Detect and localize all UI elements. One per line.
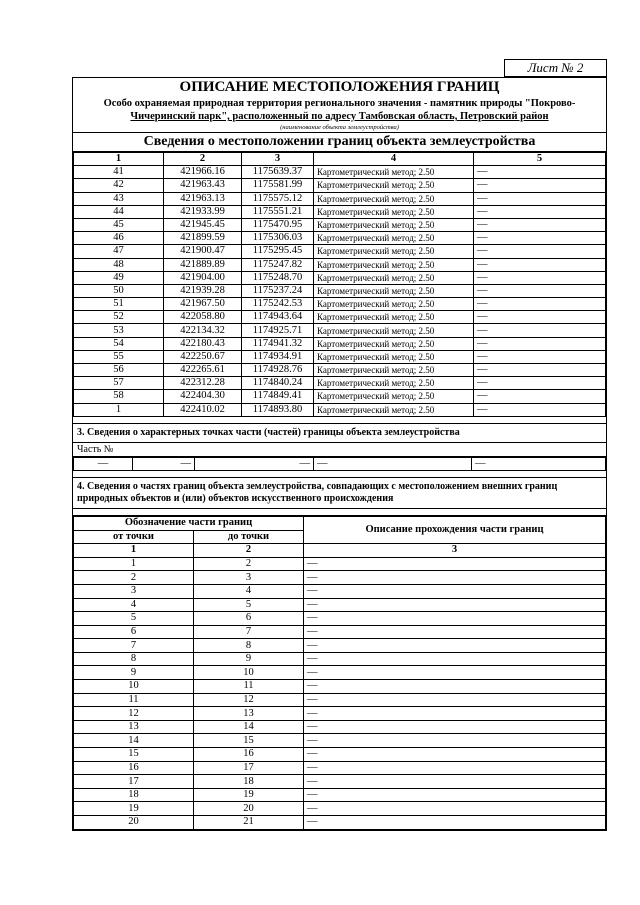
coord-y: 1175242.53 <box>242 298 314 311</box>
part-description: — <box>304 775 606 789</box>
part-cell-4: — <box>314 457 472 470</box>
method: Картометрический метод; 2.50 <box>314 205 474 218</box>
point-number: 49 <box>74 271 164 284</box>
part-description: — <box>304 666 606 680</box>
from-point: 5 <box>74 612 194 626</box>
coord-x: 421904.00 <box>164 271 242 284</box>
boundary-header-row-1 <box>74 516 606 530</box>
from-point: 9 <box>74 666 194 680</box>
boundary-part-row <box>74 707 606 721</box>
from-point: 18 <box>74 788 194 802</box>
part-cell-3: — <box>195 457 314 470</box>
to-point: 18 <box>194 775 304 789</box>
description: — <box>474 179 606 192</box>
coord-y: 1174893.80 <box>242 403 314 416</box>
coord-x: 422404.30 <box>164 390 242 403</box>
to-point: 2 <box>194 557 304 571</box>
desc-header: Описание прохождения части границ <box>304 516 606 543</box>
coord-y: 1175237.24 <box>242 284 314 297</box>
coordinate-row <box>74 245 606 258</box>
group-header: Обозначение части границ <box>74 516 304 530</box>
boundary-part-row <box>74 584 606 598</box>
coordinate-row <box>74 311 606 324</box>
description: — <box>474 205 606 218</box>
description: — <box>474 324 606 337</box>
coord-x: 421966.16 <box>164 166 242 179</box>
coord-y: 1175247.82 <box>242 258 314 271</box>
boundary-part-row <box>74 612 606 626</box>
point-number: 42 <box>74 179 164 192</box>
col-number-2: 2 <box>194 544 304 558</box>
to-point: 15 <box>194 734 304 748</box>
part-cell-1: — <box>74 457 133 470</box>
point-number: 44 <box>74 205 164 218</box>
coord-x: 421963.13 <box>164 192 242 205</box>
method: Картометрический метод; 2.50 <box>314 258 474 271</box>
part-cell-5: — <box>472 457 606 470</box>
to-point: 5 <box>194 598 304 612</box>
boundary-part-row <box>74 720 606 734</box>
part-description: — <box>304 788 606 802</box>
object-name <box>73 97 606 123</box>
description: — <box>474 232 606 245</box>
method: Картометрический метод; 2.50 <box>314 192 474 205</box>
to-point: 4 <box>194 584 304 598</box>
boundary-part-row <box>74 625 606 639</box>
boundary-parts-table <box>73 516 606 830</box>
coord-y: 1175551.21 <box>242 205 314 218</box>
coord-y: 1175575.12 <box>242 192 314 205</box>
section4-title: 4. Сведения о частях границ объекта землеустройства, совпадающих с местоположением внешних границ природных объектов и (или) объектов искусственного происхождения <box>73 478 606 509</box>
coord-x: 421945.45 <box>164 218 242 231</box>
coordinate-row <box>74 271 606 284</box>
part-description: — <box>304 707 606 721</box>
part-description: — <box>304 612 606 626</box>
to-point: 21 <box>194 816 304 830</box>
part-description: — <box>304 761 606 775</box>
coord-x: 421899.59 <box>164 232 242 245</box>
part-description: — <box>304 571 606 585</box>
point-number: 54 <box>74 337 164 350</box>
coord-x: 421900.47 <box>164 245 242 258</box>
description: — <box>474 166 606 179</box>
document-header <box>73 78 606 133</box>
from-point: 16 <box>74 761 194 775</box>
from-point: 19 <box>74 802 194 816</box>
boundary-part-row <box>74 748 606 762</box>
part-number-label: Часть № <box>73 443 606 457</box>
section3-title: 3. Сведения о характерных точках части (частей) границы объекта землеустройства <box>73 424 606 443</box>
coordinate-row <box>74 364 606 377</box>
boundary-part-row <box>74 639 606 653</box>
part-description: — <box>304 748 606 762</box>
boundary-number-row <box>74 544 606 558</box>
to-point: 3 <box>194 571 304 585</box>
to-point: 20 <box>194 802 304 816</box>
part-description: — <box>304 584 606 598</box>
to-point: 19 <box>194 788 304 802</box>
point-number: 50 <box>74 284 164 297</box>
coordinate-row <box>74 284 606 297</box>
method: Картометрический метод; 2.50 <box>314 232 474 245</box>
point-number: 46 <box>74 232 164 245</box>
from-point: 13 <box>74 720 194 734</box>
method: Картометрический метод; 2.50 <box>314 179 474 192</box>
boundary-part-row <box>74 802 606 816</box>
boundary-part-row <box>74 680 606 694</box>
col-header-3: 3 <box>242 153 314 166</box>
point-number: 58 <box>74 390 164 403</box>
coord-y: 1174943.64 <box>242 311 314 324</box>
coordinate-row <box>74 258 606 271</box>
coordinates-body <box>74 166 606 417</box>
from-point: 3 <box>74 584 194 598</box>
to-point: 6 <box>194 612 304 626</box>
col-header-2: 2 <box>164 153 242 166</box>
coordinate-row <box>74 232 606 245</box>
boundary-part-row <box>74 598 606 612</box>
boundary-part-row <box>74 816 606 830</box>
part-description: — <box>304 693 606 707</box>
object-name-line-2: Чичеринский парк", расположенный по адресу Тамбовская область, Петровский район <box>130 111 549 122</box>
from-header: от точки <box>74 530 194 544</box>
description: — <box>474 192 606 205</box>
coordinate-row <box>74 350 606 363</box>
method: Картометрический метод; 2.50 <box>314 377 474 390</box>
from-point: 10 <box>74 680 194 694</box>
coord-y: 1175639.37 <box>242 166 314 179</box>
description: — <box>474 284 606 297</box>
method: Картометрический метод; 2.50 <box>314 284 474 297</box>
col-number-1: 1 <box>74 544 194 558</box>
to-point: 9 <box>194 652 304 666</box>
document-frame <box>72 77 607 831</box>
section-spacer <box>73 509 606 516</box>
from-point: 2 <box>74 571 194 585</box>
description: — <box>474 271 606 284</box>
boundary-part-row <box>74 693 606 707</box>
coordinate-row <box>74 166 606 179</box>
method: Картометрический метод; 2.50 <box>314 403 474 416</box>
to-point: 17 <box>194 761 304 775</box>
to-point: 12 <box>194 693 304 707</box>
method: Картометрический метод; 2.50 <box>314 218 474 231</box>
description: — <box>474 298 606 311</box>
description: — <box>474 350 606 363</box>
coordinate-row <box>74 192 606 205</box>
point-number: 43 <box>74 192 164 205</box>
boundary-part-row <box>74 775 606 789</box>
section2-title: Сведения о местоположении границ объекта землеустройства <box>73 133 606 152</box>
point-number: 56 <box>74 364 164 377</box>
section-spacer <box>73 417 606 424</box>
coordinates-table <box>73 152 606 417</box>
from-point: 12 <box>74 707 194 721</box>
from-point: 7 <box>74 639 194 653</box>
coordinate-row <box>74 298 606 311</box>
coord-x: 421939.28 <box>164 284 242 297</box>
col-number-3: 3 <box>304 544 606 558</box>
part-description: — <box>304 680 606 694</box>
method: Картометрический метод; 2.50 <box>314 298 474 311</box>
method: Картометрический метод; 2.50 <box>314 271 474 284</box>
coord-x: 421889.89 <box>164 258 242 271</box>
coord-x: 422134.32 <box>164 324 242 337</box>
coordinate-row <box>74 179 606 192</box>
coord-y: 1175306.03 <box>242 232 314 245</box>
part-description: — <box>304 652 606 666</box>
coord-x: 421963.43 <box>164 179 242 192</box>
method: Картометрический метод; 2.50 <box>314 311 474 324</box>
part-description: — <box>304 816 606 830</box>
coordinate-row <box>74 205 606 218</box>
coord-y: 1174941.32 <box>242 337 314 350</box>
coord-x: 422312.28 <box>164 377 242 390</box>
part-description: — <box>304 639 606 653</box>
part-description: — <box>304 720 606 734</box>
coord-y: 1175248.70 <box>242 271 314 284</box>
coord-y: 1175581.99 <box>242 179 314 192</box>
boundary-part-row <box>74 652 606 666</box>
part-description: — <box>304 734 606 748</box>
part-points-row <box>74 457 606 470</box>
method: Картометрический метод; 2.50 <box>314 324 474 337</box>
coordinate-row <box>74 390 606 403</box>
to-point: 11 <box>194 680 304 694</box>
boundary-part-row <box>74 557 606 571</box>
description: — <box>474 390 606 403</box>
point-number: 55 <box>74 350 164 363</box>
part-description: — <box>304 557 606 571</box>
col-header-1: 1 <box>74 153 164 166</box>
boundary-part-row <box>74 734 606 748</box>
method: Картометрический метод; 2.50 <box>314 390 474 403</box>
coord-x: 422410.02 <box>164 403 242 416</box>
part-cell-2: — <box>133 457 195 470</box>
point-number: 52 <box>74 311 164 324</box>
description: — <box>474 403 606 416</box>
from-point: 15 <box>74 748 194 762</box>
method: Картометрический метод; 2.50 <box>314 364 474 377</box>
coord-y: 1174840.24 <box>242 377 314 390</box>
from-point: 6 <box>74 625 194 639</box>
to-header: до точки <box>194 530 304 544</box>
to-point: 7 <box>194 625 304 639</box>
part-description: — <box>304 598 606 612</box>
description: — <box>474 377 606 390</box>
to-point: 16 <box>194 748 304 762</box>
coord-y: 1175295.45 <box>242 245 314 258</box>
to-point: 13 <box>194 707 304 721</box>
coordinates-header-row <box>74 153 606 166</box>
from-point: 8 <box>74 652 194 666</box>
coordinate-row <box>74 377 606 390</box>
boundary-parts-body <box>74 557 606 829</box>
part-description: — <box>304 802 606 816</box>
coord-x: 422265.61 <box>164 364 242 377</box>
coord-x: 421933.99 <box>164 205 242 218</box>
part-description: — <box>304 625 606 639</box>
point-number: 47 <box>74 245 164 258</box>
boundary-part-row <box>74 761 606 775</box>
coord-x: 421967.50 <box>164 298 242 311</box>
coord-x: 422180.43 <box>164 337 242 350</box>
method: Картометрический метод; 2.50 <box>314 245 474 258</box>
from-point: 17 <box>74 775 194 789</box>
description: — <box>474 364 606 377</box>
document-title: ОПИСАНИЕ МЕСТОПОЛОЖЕНИЯ ГРАНИЦ <box>179 79 500 95</box>
coord-x: 422250.67 <box>164 350 242 363</box>
from-point: 1 <box>74 557 194 571</box>
point-number: 57 <box>74 377 164 390</box>
col-header-5: 5 <box>474 153 606 166</box>
description: — <box>474 311 606 324</box>
boundary-part-row <box>74 571 606 585</box>
col-header-4: 4 <box>314 153 474 166</box>
coord-y: 1174934.91 <box>242 350 314 363</box>
to-point: 14 <box>194 720 304 734</box>
point-number: 53 <box>74 324 164 337</box>
coordinate-row <box>74 324 606 337</box>
coord-y: 1174849.41 <box>242 390 314 403</box>
method: Картометрический метод; 2.50 <box>314 350 474 363</box>
coordinate-row <box>74 218 606 231</box>
method: Картометрический метод; 2.50 <box>314 166 474 179</box>
object-caption: (наименование объекта землеустройства) <box>280 124 399 131</box>
part-points-table <box>73 457 606 471</box>
to-point: 10 <box>194 666 304 680</box>
point-number: 51 <box>74 298 164 311</box>
from-point: 11 <box>74 693 194 707</box>
coordinate-row <box>74 337 606 350</box>
boundary-part-row <box>74 788 606 802</box>
section-spacer <box>73 471 606 478</box>
point-number: 41 <box>74 166 164 179</box>
description: — <box>474 218 606 231</box>
coord-y: 1174925.71 <box>242 324 314 337</box>
boundary-part-row <box>74 666 606 680</box>
point-number: 48 <box>74 258 164 271</box>
object-name-line-1: Особо охраняемая природная территория регионального значения - памятник природы "Покрово- <box>103 98 576 109</box>
to-point: 8 <box>194 639 304 653</box>
sheet-number: Лист № 2 <box>504 59 607 77</box>
coord-y: 1175470.95 <box>242 218 314 231</box>
from-point: 20 <box>74 816 194 830</box>
description: — <box>474 258 606 271</box>
point-number: 45 <box>74 218 164 231</box>
coord-y: 1174928.76 <box>242 364 314 377</box>
description: — <box>474 337 606 350</box>
from-point: 4 <box>74 598 194 612</box>
from-point: 14 <box>74 734 194 748</box>
coordinate-row <box>74 403 606 416</box>
point-number: 1 <box>74 403 164 416</box>
method: Картометрический метод; 2.50 <box>314 337 474 350</box>
description: — <box>474 245 606 258</box>
coord-x: 422058.80 <box>164 311 242 324</box>
